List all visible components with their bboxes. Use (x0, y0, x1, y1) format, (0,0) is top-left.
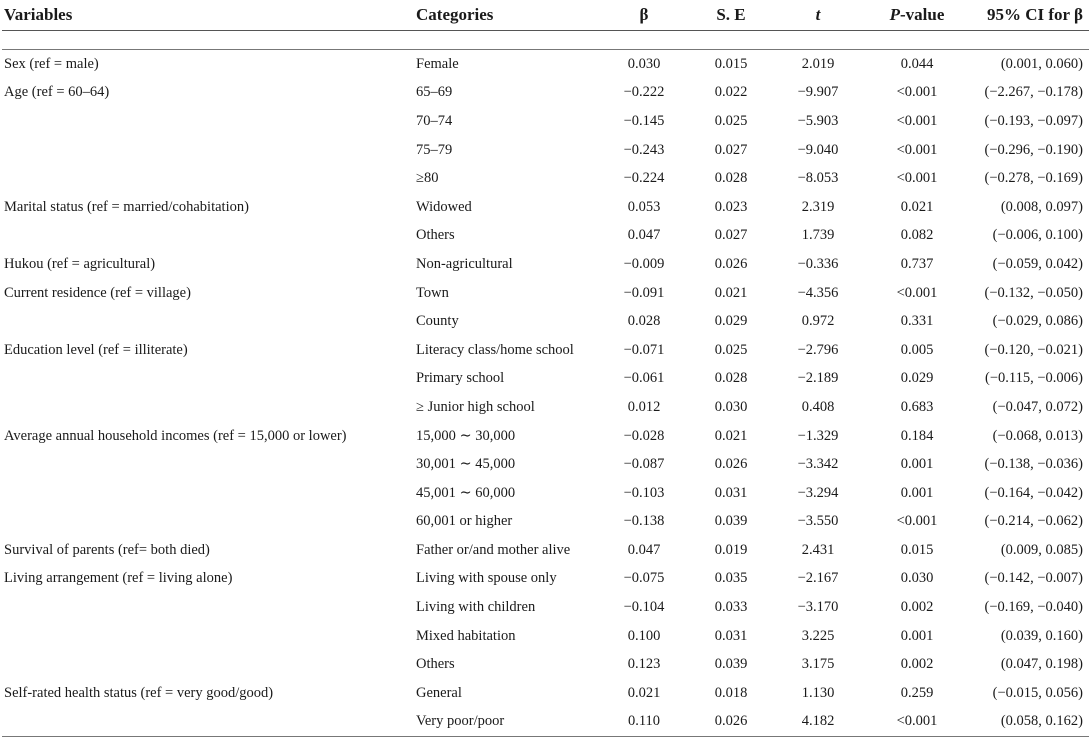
cell-beta: −0.061 (623, 370, 665, 387)
cell-t: 0.972 (801, 313, 835, 330)
cell-p-value: 0.001 (900, 484, 934, 501)
cell-t: 1.130 (801, 684, 835, 701)
cell-t: 1.739 (801, 227, 835, 244)
cell-ci: (0.039, 0.160) (1000, 627, 1083, 644)
cell-category: County (416, 313, 459, 330)
cell-t: −0.336 (797, 255, 839, 272)
cell-ci: (−0.047, 0.072) (992, 398, 1083, 415)
cell-ci: (−0.115, −0.006) (985, 370, 1083, 387)
cell-beta: −0.138 (623, 513, 665, 530)
cell-category: Father or/and mother alive (416, 541, 571, 558)
cell-t: 0.408 (801, 398, 835, 415)
cell-variable (2, 136, 414, 165)
cell-p-value: <0.001 (896, 170, 938, 187)
cell-se: 0.021 (714, 427, 748, 444)
cell-t: −3.294 (797, 484, 839, 501)
cell-category: 65–69 (416, 84, 453, 101)
cell-t: −5.903 (797, 112, 839, 129)
table-row (2, 136, 1089, 165)
cell-se: 0.030 (714, 398, 748, 415)
cell-ci: (−2.267, −0.178) (984, 84, 1083, 101)
cell-beta: −0.075 (623, 570, 665, 587)
cell-se: 0.026 (714, 255, 748, 272)
table-row (2, 50, 1089, 79)
cell-variable (2, 479, 414, 508)
cell-ci: (−0.193, −0.097) (984, 112, 1083, 129)
cell-t: 4.182 (774, 708, 862, 737)
cell-category: ≥80 (416, 170, 439, 187)
cell-se: 0.023 (714, 198, 748, 215)
header-beta: β (600, 0, 688, 31)
cell-ci: (−0.015, 0.056) (992, 684, 1083, 701)
cell-beta: 0.028 (627, 313, 661, 330)
cell-variable (2, 450, 414, 479)
cell-p-value: 0.001 (900, 456, 934, 473)
cell-variable (2, 650, 414, 679)
table-row (2, 708, 1089, 737)
cell-category: Female (416, 55, 459, 72)
cell-category: Widowed (416, 198, 472, 215)
cell-beta: 0.047 (627, 541, 661, 558)
table-row (2, 450, 1089, 479)
cell-ci: (−0.059, 0.042) (992, 255, 1083, 272)
cell-variable: Sex (ref = male) (4, 55, 99, 72)
cell-variable (2, 622, 414, 651)
cell-beta: −0.087 (623, 456, 665, 473)
table-row (2, 279, 1089, 308)
cell-variable: Living arrangement (ref = living alone) (4, 570, 233, 587)
cell-p-value: 0.683 (900, 398, 934, 415)
cell-variable (2, 365, 414, 394)
cell-category: 70–74 (416, 112, 453, 129)
cell-p-value: 0.021 (900, 198, 934, 215)
cell-variable: Hukou (ref = agricultural) (4, 255, 156, 272)
cell-p-value: <0.001 (896, 112, 938, 129)
cell-category: Town (416, 284, 449, 301)
cell-beta: −0.243 (623, 141, 665, 158)
table-body (2, 50, 1089, 737)
cell-beta: 0.047 (627, 227, 661, 244)
cell-se: 0.015 (714, 55, 748, 72)
cell-ci: (−0.214, −0.062) (984, 513, 1083, 530)
cell-category: Living with spouse only (416, 570, 557, 587)
cell-se: 0.028 (714, 370, 748, 387)
table-header (2, 0, 1089, 50)
cell-ci: (−0.142, −0.007) (984, 570, 1083, 587)
cell-p-value: 0.005 (900, 341, 934, 358)
cell-variable (2, 222, 414, 251)
table-row (2, 250, 1089, 279)
cell-p-value: 0.082 (900, 227, 934, 244)
table-row (2, 593, 1089, 622)
cell-ci: (−0.164, −0.042) (984, 484, 1083, 501)
table-row (2, 650, 1089, 679)
cell-category: Living with children (416, 599, 536, 616)
cell-t: 3.225 (801, 627, 835, 644)
cell-p-value: <0.001 (896, 84, 938, 101)
table-row (2, 508, 1089, 537)
cell-beta: −0.009 (623, 255, 665, 272)
table-row (2, 193, 1089, 222)
cell-ci: (0.009, 0.085) (1000, 541, 1083, 558)
cell-se: 0.031 (714, 627, 748, 644)
cell-variable (2, 593, 414, 622)
table-row (2, 222, 1089, 251)
header-spacer (2, 31, 1089, 50)
cell-beta: −0.145 (623, 112, 665, 129)
cell-variable (2, 708, 414, 737)
cell-category: 45,001 ∼ 60,000 (416, 484, 516, 501)
cell-t: −9.040 (797, 141, 839, 158)
cell-ci: (−0.132, −0.050) (984, 284, 1083, 301)
cell-category: Very poor/poor (414, 708, 600, 737)
cell-beta: 0.053 (627, 198, 661, 215)
cell-variable (2, 164, 414, 193)
cell-se: 0.025 (714, 341, 748, 358)
cell-ci: (−0.138, −0.036) (984, 456, 1083, 473)
cell-variable: Current residence (ref = village) (4, 284, 191, 301)
cell-p-value: 0.002 (900, 656, 934, 673)
cell-p-value: 0.737 (900, 255, 934, 272)
cell-se: 0.018 (714, 684, 748, 701)
cell-p-value: 0.002 (900, 599, 934, 616)
cell-variable: Self-rated health status (ref = very good/good) (4, 684, 274, 701)
cell-p-value: 0.029 (900, 370, 934, 387)
cell-beta: −0.071 (623, 341, 665, 358)
header-row (2, 0, 1089, 31)
cell-t: −4.356 (797, 284, 839, 301)
cell-p-value: <0.001 (896, 141, 938, 158)
cell-ci: (−0.169, −0.040) (984, 599, 1083, 616)
cell-beta: 0.030 (627, 55, 661, 72)
cell-se: 0.026 (688, 708, 774, 737)
cell-variable: Marital status (ref = married/cohabitation) (4, 198, 249, 215)
cell-p-value: 0.030 (900, 570, 934, 587)
cell-beta: −0.103 (623, 484, 665, 501)
table-row (2, 307, 1089, 336)
cell-t: −1.329 (797, 427, 839, 444)
cell-beta: 0.012 (627, 398, 661, 415)
cell-beta: −0.224 (623, 170, 665, 187)
cell-ci: (0.008, 0.097) (1000, 198, 1083, 215)
cell-ci: (−0.278, −0.169) (984, 170, 1083, 187)
cell-p-value: 0.001 (900, 627, 934, 644)
cell-category: 75–79 (416, 141, 453, 158)
cell-se: 0.027 (714, 141, 748, 158)
cell-ci: (−0.120, −0.021) (984, 341, 1083, 358)
table-row (2, 565, 1089, 594)
header-p-value (862, 0, 972, 31)
cell-variable: Education level (ref = illiterate) (4, 341, 188, 358)
cell-category: 30,001 ∼ 45,000 (416, 456, 516, 473)
cell-p-value: <0.001 (862, 708, 972, 737)
cell-variable: Age (ref = 60–64) (4, 84, 110, 101)
cell-p-value: 0.184 (900, 427, 934, 444)
cell-se: 0.019 (714, 541, 748, 558)
cell-beta: −0.028 (623, 427, 665, 444)
header-categories: Categories (414, 0, 600, 31)
cell-category: 15,000 ∼ 30,000 (416, 427, 516, 444)
cell-category: Others (416, 656, 455, 673)
cell-category: Mixed habitation (416, 627, 516, 644)
cell-beta: 0.100 (627, 627, 661, 644)
cell-beta: 0.110 (600, 708, 688, 737)
cell-t: −3.550 (797, 513, 839, 530)
table-row (2, 679, 1089, 708)
cell-t: −2.796 (797, 341, 839, 358)
cell-category: Non-agricultural (416, 255, 513, 272)
cell-t: −3.342 (797, 456, 839, 473)
table-row (2, 393, 1089, 422)
cell-se: 0.025 (714, 112, 748, 129)
header-p-letter: P (889, 5, 900, 24)
cell-beta: −0.091 (623, 284, 665, 301)
cell-se: 0.021 (714, 284, 748, 301)
cell-beta: −0.104 (623, 599, 665, 616)
cell-p-value: 0.044 (900, 55, 934, 72)
cell-category: Others (416, 227, 455, 244)
cell-variable: Survival of parents (ref= both died) (4, 541, 210, 558)
cell-p-value: <0.001 (896, 284, 938, 301)
cell-se: 0.022 (714, 84, 748, 101)
header-variables: Variables (2, 0, 414, 31)
cell-t: 2.431 (801, 541, 835, 558)
cell-variable (2, 307, 414, 336)
table-row (2, 365, 1089, 394)
cell-p-value: 0.331 (900, 313, 934, 330)
cell-ci: (0.047, 0.198) (1000, 656, 1083, 673)
cell-beta: 0.021 (627, 684, 661, 701)
cell-category: ≥ Junior high school (416, 398, 535, 415)
cell-variable: Average annual household incomes (ref = 15,000 or lower) (4, 427, 347, 444)
cell-se: 0.033 (714, 599, 748, 616)
header-se: S. E (688, 0, 774, 31)
cell-variable (2, 508, 414, 537)
cell-se: 0.026 (714, 456, 748, 473)
cell-t: −3.170 (797, 599, 839, 616)
table-row (2, 536, 1089, 565)
cell-beta: −0.222 (623, 84, 665, 101)
cell-se: 0.035 (714, 570, 748, 587)
cell-se: 0.039 (714, 656, 748, 673)
cell-ci: (0.058, 0.162) (972, 708, 1089, 737)
cell-ci: (0.001, 0.060) (1000, 55, 1083, 72)
header-ci: 95% CI for β (972, 0, 1089, 31)
cell-ci: (−0.006, 0.100) (992, 227, 1083, 244)
header-p-suffix: -value (900, 5, 945, 24)
cell-t: 2.319 (801, 198, 835, 215)
cell-beta: 0.123 (627, 656, 661, 673)
header-spacer-cell (2, 31, 1089, 50)
cell-category: Primary school (416, 370, 505, 387)
table-row (2, 479, 1089, 508)
cell-category: Literacy class/home school (416, 341, 574, 358)
header-t: t (774, 0, 862, 31)
table-row (2, 622, 1089, 651)
cell-t: −8.053 (797, 170, 839, 187)
cell-se: 0.027 (714, 227, 748, 244)
cell-se: 0.028 (714, 170, 748, 187)
regression-table (2, 0, 1089, 737)
cell-ci: (−0.296, −0.190) (984, 141, 1083, 158)
cell-t: −2.167 (797, 570, 839, 587)
regression-table-container (2, 0, 1089, 737)
cell-category: General (416, 684, 462, 701)
table-row (2, 79, 1089, 108)
cell-t: 2.019 (801, 55, 835, 72)
table-row (2, 336, 1089, 365)
table-row (2, 164, 1089, 193)
cell-t: 3.175 (801, 656, 835, 673)
cell-variable (2, 393, 414, 422)
table-row (2, 107, 1089, 136)
cell-se: 0.029 (714, 313, 748, 330)
cell-ci: (−0.029, 0.086) (992, 313, 1083, 330)
cell-p-value: 0.259 (900, 684, 934, 701)
cell-p-value: <0.001 (896, 513, 938, 530)
table-row (2, 422, 1089, 451)
cell-t: −9.907 (797, 84, 839, 101)
cell-ci: (−0.068, 0.013) (992, 427, 1083, 444)
cell-p-value: 0.015 (900, 541, 934, 558)
cell-se: 0.031 (714, 484, 748, 501)
cell-t: −2.189 (797, 370, 839, 387)
cell-category: 60,001 or higher (416, 513, 513, 530)
cell-variable (2, 107, 414, 136)
cell-se: 0.039 (714, 513, 748, 530)
